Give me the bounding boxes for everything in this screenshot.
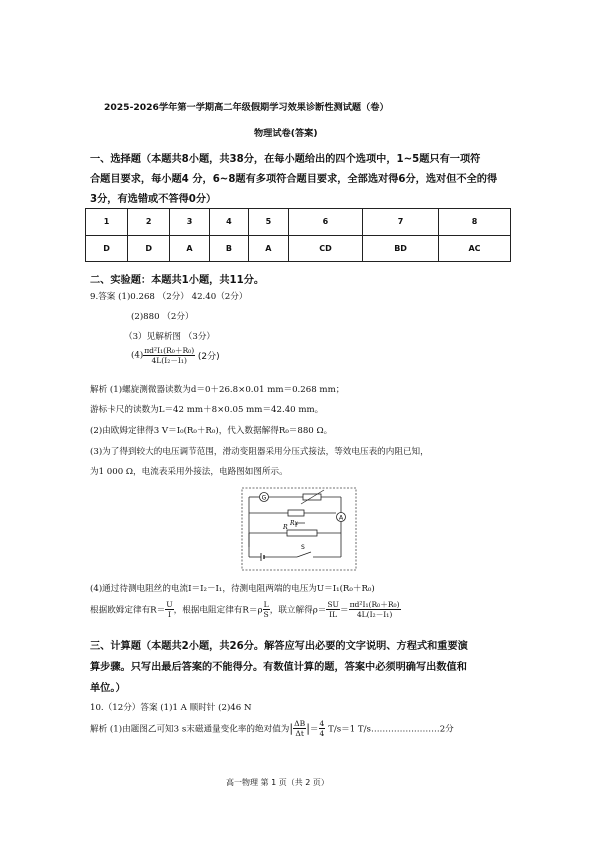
exam-title: 2025-2026学年第一学期高二年级假期学习效果诊断性测试题（卷） (104, 102, 389, 113)
analysis-7b: ，根据电阻定律有R＝ρ (173, 605, 263, 616)
analysis-line7 (90, 600, 401, 619)
fraction-denominator: 4L(I₂－I₁) (356, 610, 393, 619)
answer-cell: A (170, 235, 210, 262)
section3-heading-line2: 算步骤。只写出最后答案的不能得分。有数值计算的题，答案中必须明确写出数值和 (90, 662, 467, 673)
answer-table (85, 208, 511, 262)
answer-cell: D (128, 235, 170, 262)
fraction-numerator: ΔB (294, 719, 306, 728)
answer-cell: AC (438, 235, 510, 262)
fraction-numerator: 4 (319, 719, 325, 728)
q9-answer-line2: (2)880 （2分） (131, 312, 194, 322)
exam-subtitle: 物理试卷(答案) (254, 128, 318, 139)
answer-cell: B (209, 235, 248, 262)
q9-answer-line3: （3）见解析图 （3分） (124, 332, 216, 342)
analysis-7a: 根据欧姆定律有R＝ (90, 605, 166, 616)
section3-heading-line3: 单位。） (90, 683, 126, 694)
analysis-7c: ，联立解得ρ＝ (269, 605, 327, 616)
analysis-line5: 为1 000 Ω，电流表采用外接法，电路图如图所示。 (90, 467, 288, 477)
page-footer: 高一物理 第 1 页（共 2 页） (226, 778, 329, 787)
q10-analysis: 解析 (1)由题图乙可知3 s末磁通量变化率的绝对值为| $\frac{\Delta B}{\Delta t}$ |＝ $\frac{4}{4}$ T/s＝1 T/s……………………2分 (90, 719, 454, 738)
fraction-numerator: L (263, 600, 269, 609)
answer-cell: A (249, 235, 289, 262)
fraction-resistivity (349, 600, 401, 619)
fraction-denominator: IL (329, 610, 338, 619)
fraction-denominator: Δt (295, 729, 304, 738)
question-number: 2 (128, 209, 170, 236)
section1-heading: 一、选择题（本题共8小题，共38分，在每小题给出的四个选项中，1~5题只有一项符 (90, 154, 481, 165)
q9-4-fraction (143, 346, 195, 365)
analysis-7d: ＝ (339, 605, 349, 616)
rx-resistor-icon (288, 510, 304, 516)
fraction-su-over-il (326, 600, 340, 619)
question-number: 7 (363, 209, 439, 236)
q10-answer: 10.（12分）答案 (1)1 A 顺时针 (2)46 N (90, 703, 252, 713)
rx-label: Rx (290, 520, 298, 527)
fraction-denominator: S (263, 610, 269, 619)
fraction-denominator: 4 (319, 729, 325, 738)
analysis-line6: (4)通过待测电阻丝的电流I＝I₂－I₁，待测电阻两端的电压为U＝I₁(R₀＋R₀) (90, 584, 375, 594)
answer-cell: CD (288, 235, 362, 262)
answer-table-number-row (86, 209, 511, 236)
q9-4-prefix: (4) (131, 350, 144, 361)
answer-cell: BD (363, 235, 439, 262)
q9-4-score: (2分) (197, 352, 220, 362)
q9-answer-line4 (131, 346, 220, 365)
ammeter-label: A (338, 514, 344, 522)
fraction-numerator: πd²I₁(R₀＋R₀) (349, 600, 400, 609)
question-number: 3 (170, 209, 210, 236)
question-number: 4 (209, 209, 248, 236)
analysis-line3: (2)由欧姆定律得3 V＝I₀(R₀＋R₀)，代入数据解得R₀＝880 Ω。 (90, 426, 333, 436)
switch-label: S (301, 544, 305, 551)
analysis-line1: 解析 (1)螺旋测微器读数为d＝0＋26.8×0.01 mm＝0.268 mm； (90, 385, 345, 395)
q10-analysis-b: T/s＝1 T/s……………………2分 (325, 724, 454, 735)
fraction-numerator: U (166, 600, 173, 609)
section1-line2: 合题目要求，每小题4 分，6~8题有多项符合题目要求，全部选对得6分，选对但不全的得 (90, 174, 498, 185)
fraction-numerator: πd²I₁(R₀＋R₀) (144, 346, 195, 355)
question-number: 5 (249, 209, 289, 236)
rheostat-icon (287, 530, 317, 536)
analysis-line2: 游标卡尺的读数为L＝42 mm＋8×0.05 mm＝42.40 mm。 (90, 405, 324, 415)
rheostat-label: R (283, 524, 288, 531)
q10-analysis-a: 解析 (1)由题图乙可知3 s末磁通量变化率的绝对值为 (90, 724, 290, 735)
section1-line3: 3分，有选错或不答得0分） (90, 194, 217, 205)
fraction-l-over-s (263, 600, 270, 619)
fraction-denominator: I (167, 610, 171, 619)
q9-answer-line1: 9.答案 (1)0.268 （2分） 42.40（2分） (90, 292, 248, 302)
fraction-denominator: 4L(I₂－I₁) (151, 356, 187, 365)
fraction-numerator: SU (327, 600, 339, 609)
answer-table-answer-row (86, 235, 511, 262)
fraction-u-over-i (165, 600, 173, 619)
question-number: 8 (438, 209, 510, 236)
question-number: 6 (288, 209, 362, 236)
section2-heading: 二、实验题：本题共1小题，共11分。 (90, 275, 265, 286)
circuit-diagram (241, 487, 357, 571)
analysis-line4: (3)为了得到较大的电压调节范围，滑动变阻器采用分压式接法，等效电压表的内阻已知， (90, 447, 429, 457)
question-number: 1 (86, 209, 128, 236)
fraction-db-dt (293, 719, 306, 738)
galvanometer-label: G (261, 494, 267, 502)
q10-eq: ＝ (309, 724, 319, 735)
switch-icon (297, 552, 311, 557)
section3-heading-line1: 三、计算题（本题共2小题，共26分。解答应写出必要的文字说明、方程式和重要演 (90, 641, 468, 652)
answer-cell: D (86, 235, 128, 262)
